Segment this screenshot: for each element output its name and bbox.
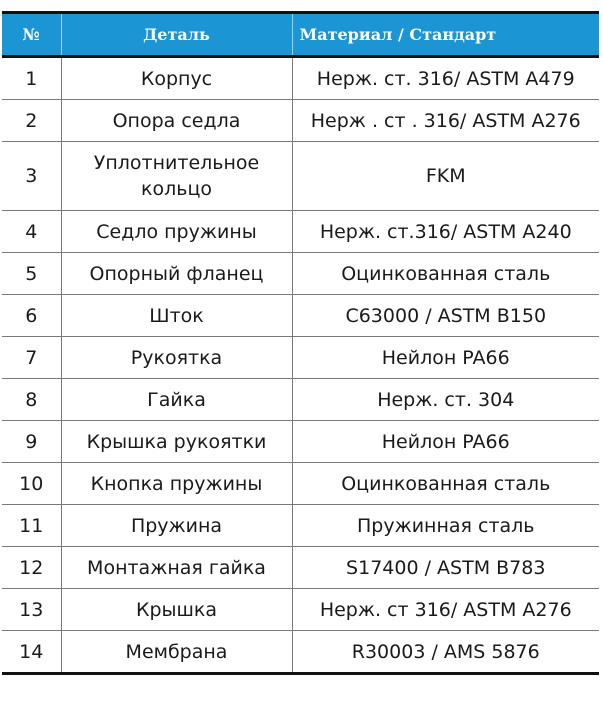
material-standard: Нерж. ст. 316/ ASTM A479 — [292, 57, 599, 100]
header-material: Материал / Стандарт — [292, 13, 599, 57]
part-name: Опорный фланец — [61, 253, 292, 295]
row-number: 9 — [2, 421, 61, 463]
row-number: 7 — [2, 337, 61, 379]
row-number: 12 — [2, 547, 61, 589]
part-name: Кнопка пружины — [61, 463, 292, 505]
part-name: Рукоятка — [61, 337, 292, 379]
row-number: 4 — [2, 211, 61, 253]
material-standard: S17400 / ASTM B783 — [292, 547, 599, 589]
material-standard: Нерж . ст . 316/ ASTM A276 — [292, 100, 599, 142]
material-standard: Нейлон PA66 — [292, 421, 599, 463]
material-standard: Нерж. ст.316/ ASTM A240 — [292, 211, 599, 253]
row-number: 14 — [2, 631, 61, 674]
part-name: Шток — [61, 295, 292, 337]
material-standard: R30003 / AMS 5876 — [292, 631, 599, 674]
row-number: 13 — [2, 589, 61, 631]
table-row — [2, 463, 599, 505]
table-row — [2, 505, 599, 547]
row-number: 5 — [2, 253, 61, 295]
row-number: 6 — [2, 295, 61, 337]
materials-table — [2, 11, 599, 675]
materials-table-container — [2, 11, 599, 675]
header-number: № — [2, 13, 61, 57]
table-row — [2, 211, 599, 253]
part-name: Монтажная гайка — [61, 547, 292, 589]
table-row — [2, 421, 599, 463]
part-name: Крышка — [61, 589, 292, 631]
part-name: Гайка — [61, 379, 292, 421]
material-standard: Пружинная сталь — [292, 505, 599, 547]
header-part: Деталь — [61, 13, 292, 57]
table-row — [2, 547, 599, 589]
material-standard: Оцинкованная сталь — [292, 253, 599, 295]
material-standard: Оцинкованная сталь — [292, 463, 599, 505]
material-standard: Нейлон PA66 — [292, 337, 599, 379]
table-row — [2, 337, 599, 379]
part-name: Опора седла — [61, 100, 292, 142]
row-number: 11 — [2, 505, 61, 547]
table-row — [2, 631, 599, 674]
table-row — [2, 100, 599, 142]
part-name: Пружина — [61, 505, 292, 547]
row-number: 10 — [2, 463, 61, 505]
table-row — [2, 295, 599, 337]
part-name: Корпус — [61, 57, 292, 100]
row-number: 8 — [2, 379, 61, 421]
table-row — [2, 253, 599, 295]
table-row — [2, 589, 599, 631]
material-standard: FKM — [292, 142, 599, 211]
material-standard: Нерж. ст. 304 — [292, 379, 599, 421]
table-row — [2, 379, 599, 421]
material-standard: Нерж. ст 316/ ASTM A276 — [292, 589, 599, 631]
row-number: 2 — [2, 100, 61, 142]
table-row — [2, 57, 599, 100]
material-standard: C63000 / ASTM B150 — [292, 295, 599, 337]
part-name: Крышка рукоятки — [61, 421, 292, 463]
header-row — [2, 13, 599, 57]
part-name: Седло пружины — [61, 211, 292, 253]
row-number: 1 — [2, 57, 61, 100]
table-row — [2, 142, 599, 211]
part-name: Уплотнительное кольцо — [61, 142, 292, 211]
table-header — [2, 13, 599, 57]
row-number: 3 — [2, 142, 61, 211]
table-body — [2, 57, 599, 674]
part-name: Мембрана — [61, 631, 292, 674]
